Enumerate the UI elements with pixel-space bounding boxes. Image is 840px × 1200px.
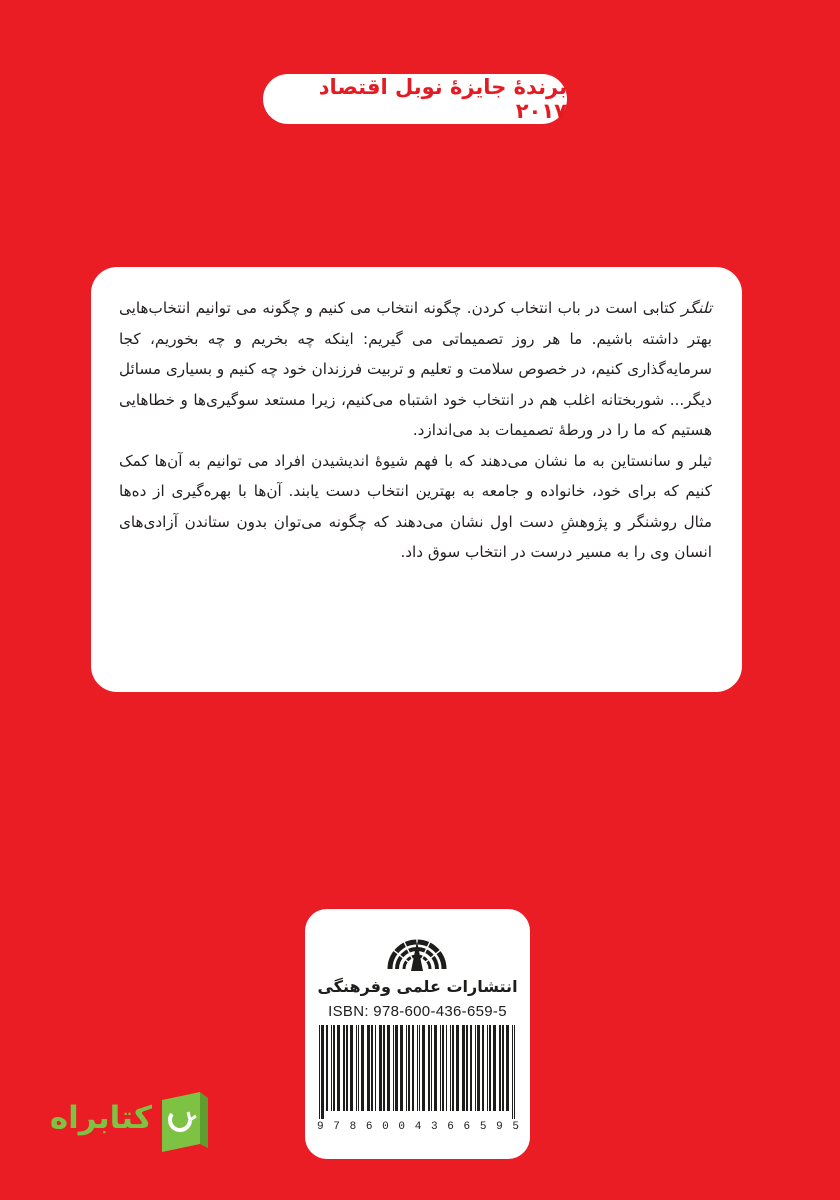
barcode-digit: 4	[414, 1121, 422, 1133]
barcode	[313, 1025, 523, 1119]
brand-logo	[40, 1090, 212, 1154]
barcode-bar	[375, 1025, 376, 1111]
barcode-bar	[367, 1025, 370, 1111]
isbn-text: ISBN: 978-600-436-659-5	[328, 1003, 507, 1020]
book-title-inline: تلنگر	[681, 299, 712, 317]
barcode-bar	[383, 1025, 385, 1111]
barcode-bar	[408, 1025, 410, 1111]
barcode-digit: 0	[382, 1121, 389, 1133]
barcode-bar	[452, 1025, 454, 1111]
barcode-digit: 7	[333, 1121, 340, 1133]
barcode-bar	[440, 1025, 441, 1111]
barcode-bar	[321, 1025, 324, 1119]
barcode-bar	[379, 1025, 382, 1111]
barcode-bar	[466, 1025, 468, 1111]
barcode-digits	[313, 1121, 523, 1133]
brand-name: کتابراه	[49, 1100, 152, 1136]
barcode-digit: 6	[365, 1121, 373, 1133]
barcode-bar	[395, 1025, 398, 1111]
barcode-digit: 6	[447, 1121, 454, 1133]
barcode-bar	[417, 1025, 418, 1111]
barcode-bar	[333, 1025, 335, 1111]
barcode-bar	[319, 1025, 320, 1119]
barcode-bar	[331, 1025, 332, 1111]
barcode-digit: 8	[349, 1121, 357, 1133]
barcode-bar	[506, 1025, 509, 1111]
description-paragraph-1	[119, 293, 712, 446]
barcode-bar	[419, 1025, 420, 1111]
barcode-bar	[470, 1025, 472, 1111]
barcode-bar	[361, 1025, 364, 1111]
barcode-bar	[502, 1025, 504, 1111]
barcode-bar	[514, 1025, 515, 1119]
description-paragraph-2: ثیلر و سانستاین به ما نشان می‌دهند که با فهم شیوهٔ اندیشیدن افراد می توانیم به آن‌ها کمک کنیم که برای خود، خانواده و جامعه به بهترین انتخاب دست یابند. آن‌ها با بهره‌گیری از ده‌ها مثال روشنگر و پژوهشِ دست اول نشان می‌دهند که چگونه می‌توان بدون ستاندن آزادی‌های انسان وی را به مسیر درست در انتخاب سوق داد.	[119, 451, 712, 561]
barcode-bar	[387, 1025, 390, 1111]
description-card	[91, 267, 742, 692]
barcode-bar	[475, 1025, 476, 1111]
barcode-bar	[512, 1025, 513, 1119]
award-badge-text: برندهٔ جایزهٔ نوبل اقتصاد ۲۰۱۷	[318, 75, 567, 123]
barcode-bar	[462, 1025, 465, 1111]
barcode-bar	[350, 1025, 353, 1111]
publisher-logo-icon	[382, 919, 452, 979]
barcode-bar	[482, 1025, 484, 1111]
barcode-bar	[406, 1025, 407, 1111]
barcode-bar	[393, 1025, 394, 1111]
barcode-bar	[487, 1025, 488, 1111]
barcode-bar	[477, 1025, 480, 1111]
award-badge	[263, 74, 567, 124]
barcode-bar	[412, 1025, 414, 1111]
barcode-digit: 5	[479, 1121, 487, 1133]
barcode-digit: 6	[463, 1121, 471, 1133]
barcode-digit: 9	[317, 1121, 324, 1133]
description-paragraph-1-text: کتابی است در باب انتخاب کردن. چگونه انتخاب می کنیم و چگونه می توانیم انتخاب‌هایی بهتر داشته باشیم. ما هر روز تصمیماتی می گیریم: اینکه چه بخریم و چه بخوریم، کجا سرمایه‌گذاری کنیم، در خصوص سلامت و تعلیم و تربیت فرزندان خود چه کنیم و بسیاری مسائل دیگر... شوربختانه اغلب هم در انتخاب خود اشتباه می‌کنیم، زیرا مستعد سوگیری‌ها و خطاهایی هستیم که ما را در ورطهٔ تصمیمات بد می‌اندازد.	[119, 299, 712, 439]
barcode-bar	[456, 1025, 459, 1111]
barcode-digit: 5	[512, 1121, 519, 1133]
barcode-bar	[400, 1025, 403, 1111]
barcode-bar	[499, 1025, 501, 1111]
publisher-name: انتشارات علمی وفرهنگی	[317, 977, 518, 996]
barcode-digit: 3	[430, 1121, 438, 1133]
barcode-digit: 9	[496, 1121, 503, 1133]
barcode-bar	[442, 1025, 444, 1111]
barcode-bar	[356, 1025, 357, 1111]
barcode-bar	[346, 1025, 348, 1111]
publisher-box	[305, 909, 530, 1159]
barcode-bar	[450, 1025, 451, 1111]
barcode-bar	[422, 1025, 425, 1111]
barcode-bar	[489, 1025, 491, 1111]
barcode-bar	[446, 1025, 447, 1111]
barcode-bar	[431, 1025, 432, 1111]
barcode-digit: 0	[398, 1121, 406, 1133]
barcode-bar	[371, 1025, 373, 1111]
barcode-bar	[434, 1025, 437, 1111]
barcode-bar	[326, 1025, 328, 1111]
barcode-bar	[358, 1025, 359, 1111]
barcode-bar	[337, 1025, 340, 1111]
barcode-bar	[493, 1025, 496, 1111]
book-brand-icon	[158, 1090, 212, 1154]
barcode-bar	[428, 1025, 430, 1111]
barcode-bar	[343, 1025, 345, 1111]
